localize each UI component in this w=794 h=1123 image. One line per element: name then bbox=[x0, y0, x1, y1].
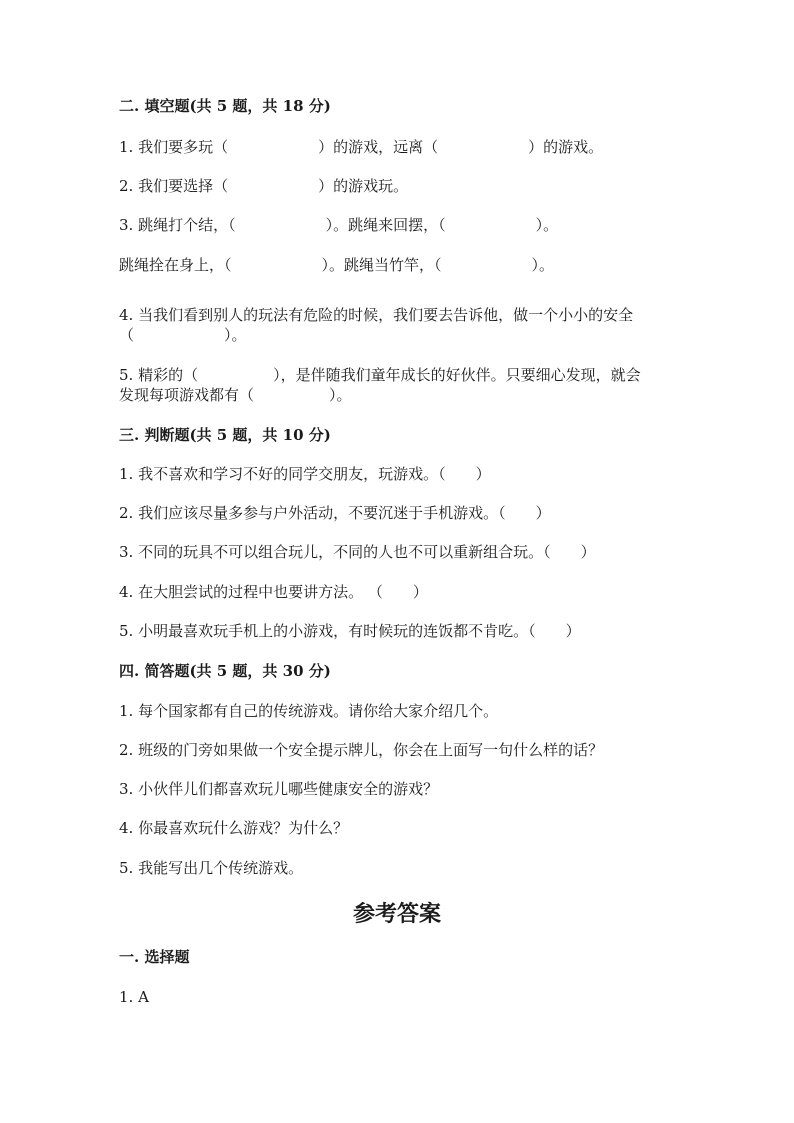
judge-question-4: 4. 在大胆尝试的过程中也要讲方法。 （ ） bbox=[119, 583, 428, 601]
judge-question-3: 3. 不同的玩具不可以组合玩儿，不同的人也不可以重新组合玩。（ ） bbox=[119, 543, 596, 561]
fill-question-4-line-2: （ ）。 bbox=[119, 326, 247, 344]
judge-question-1: 1. 我不喜欢和学习不好的同学交朋友，玩游戏。（ ） bbox=[119, 465, 491, 483]
fill-question-3-line-2: 跳绳拴在身上，（ ）。跳绳当竹竿，（ ）。 bbox=[119, 256, 555, 274]
judge-question-2: 2. 我们应该尽量多参与户外活动，不要沉迷于手机游戏。（ ） bbox=[119, 504, 551, 522]
answer-section-1-heading: 一. 选择题 bbox=[119, 948, 190, 966]
fill-question-3-line-1: 3. 跳绳打个结，（ ）。跳绳来回摆，（ ）。 bbox=[119, 216, 559, 234]
short-question-1: 1. 每个国家都有自己的传统游戏。请你给大家介绍几个。 bbox=[119, 702, 499, 720]
short-question-3: 3. 小伙伴儿们都喜欢玩儿哪些健康安全的游戏？ bbox=[119, 780, 439, 798]
short-question-5: 5. 我能写出几个传统游戏。 bbox=[119, 859, 304, 877]
fill-question-5-line-1: 5. 精彩的（ ），是伴随我们童年成长的好伙伴。只要细心发现，就会 bbox=[119, 366, 641, 384]
fill-question-5-line-2: 发现每项游戏都有（ ）。 bbox=[119, 386, 352, 404]
short-question-4: 4. 你最喜欢玩什么游戏？为什么？ bbox=[119, 819, 349, 837]
fill-question-2: 2. 我们要选择（ ）的游戏玩。 bbox=[119, 177, 409, 195]
answer-1: 1. A bbox=[119, 988, 149, 1006]
short-question-2: 2. 班级的门旁如果做一个安全提示牌儿，你会在上面写一句什么样的话？ bbox=[119, 741, 604, 759]
section-3-heading: 三. 判断题(共 5 题，共 10 分) bbox=[119, 426, 331, 444]
section-4-heading: 四. 简答题(共 5 题，共 30 分) bbox=[119, 662, 331, 680]
fill-question-1: 1. 我们要多玩（ ）的游戏，远离（ ）的游戏。 bbox=[119, 138, 604, 156]
answer-key-title: 参考答案 bbox=[352, 901, 441, 927]
judge-question-5: 5. 小明最喜欢玩手机上的小游戏，有时候玩的连饭都不肯吃。（ ） bbox=[119, 622, 581, 640]
section-2-heading: 二. 填空题(共 5 题，共 18 分) bbox=[119, 97, 331, 115]
fill-question-4-line-1: 4. 当我们看到别人的玩法有危险的时候，我们要去告诉他，做一个小小的安全 bbox=[119, 306, 634, 324]
